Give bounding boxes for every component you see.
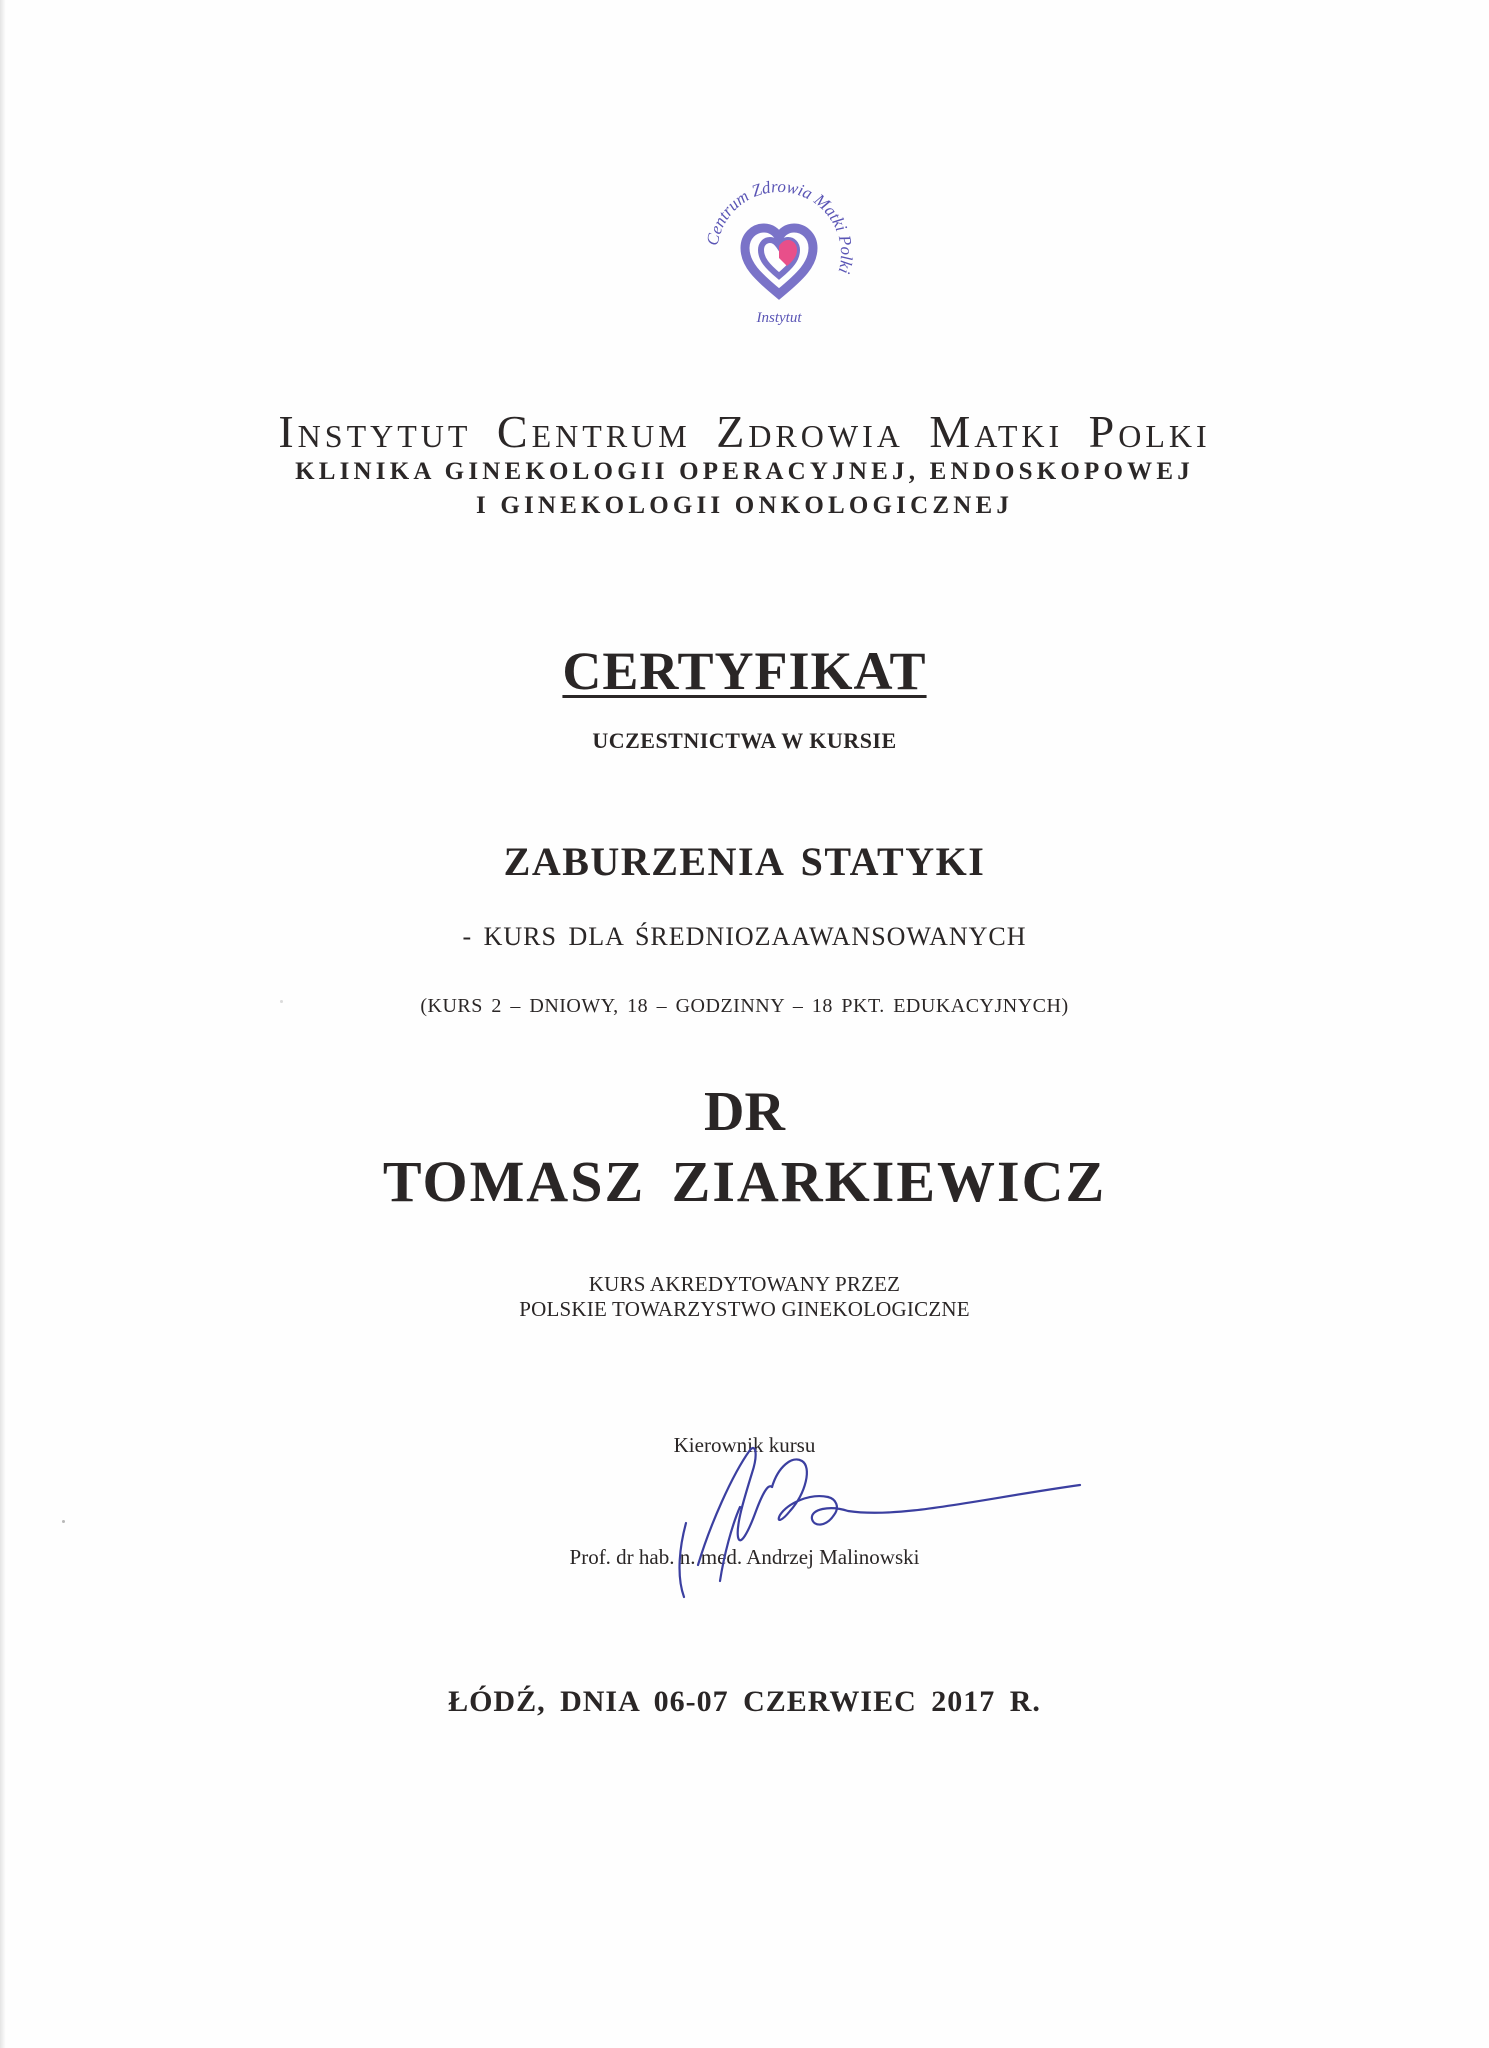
accreditation-line-2: POLSKIE TOWARZYSTWO GINEKOLOGICZNE: [519, 1297, 970, 1321]
participant-title: DR: [704, 1081, 785, 1143]
logo-bottom-text: [756, 310, 803, 326]
certificate-title: CERTYFIKAT: [562, 641, 927, 701]
course-details: (KURS 2 – DNIOWY, 18 – GODZINNY – 18 PKT. EDUKACYJNYCH): [420, 995, 1069, 1017]
clinic-name-line-1: KLINIKA GINEKOLOGII OPERACYJNEJ, ENDOSKOPOWEJ: [295, 458, 1194, 485]
course-level: - KURS DLA ŚREDNIOZAAWANSOWANYCH: [462, 922, 1027, 951]
supervisor-name: Prof. dr hab. n. med. Andrzej Malinowski: [569, 1545, 920, 1569]
course-name: ZABURZENIA STATYKI: [503, 839, 986, 884]
logo-ring-text: [703, 177, 857, 276]
scan-edge-shadow: [0, 0, 6, 2048]
institute-logo: [697, 172, 861, 336]
heart-icon: [745, 228, 813, 294]
scan-speck: [62, 1520, 65, 1523]
participant-name: TOMASZ ZIARKIEWICZ: [382, 1149, 1107, 1214]
place-and-date: ŁÓDŹ, DNIA 06-07 CZERWIEC 2017 R.: [448, 1685, 1041, 1718]
supervisor-label: Kierownik kursu: [673, 1433, 816, 1457]
institution-name: Instytut Centrum Zdrowia Matki Polki: [278, 406, 1211, 457]
svg-text:Instytut: Instytut: [756, 310, 802, 326]
accreditation-line-1: KURS AKREDYTOWANY PRZEZ: [588, 1272, 901, 1296]
svg-text:Centrum Zdrowia Matki Polki: Centrum Zdrowia Matki Polki: [702, 176, 857, 276]
certificate-subtitle: UCZESTNICTWA W KURSIE: [592, 728, 897, 753]
scan-speck: [280, 1000, 283, 1003]
clinic-name-line-2: I GINEKOLOGII ONKOLOGICZNEJ: [475, 492, 1014, 519]
